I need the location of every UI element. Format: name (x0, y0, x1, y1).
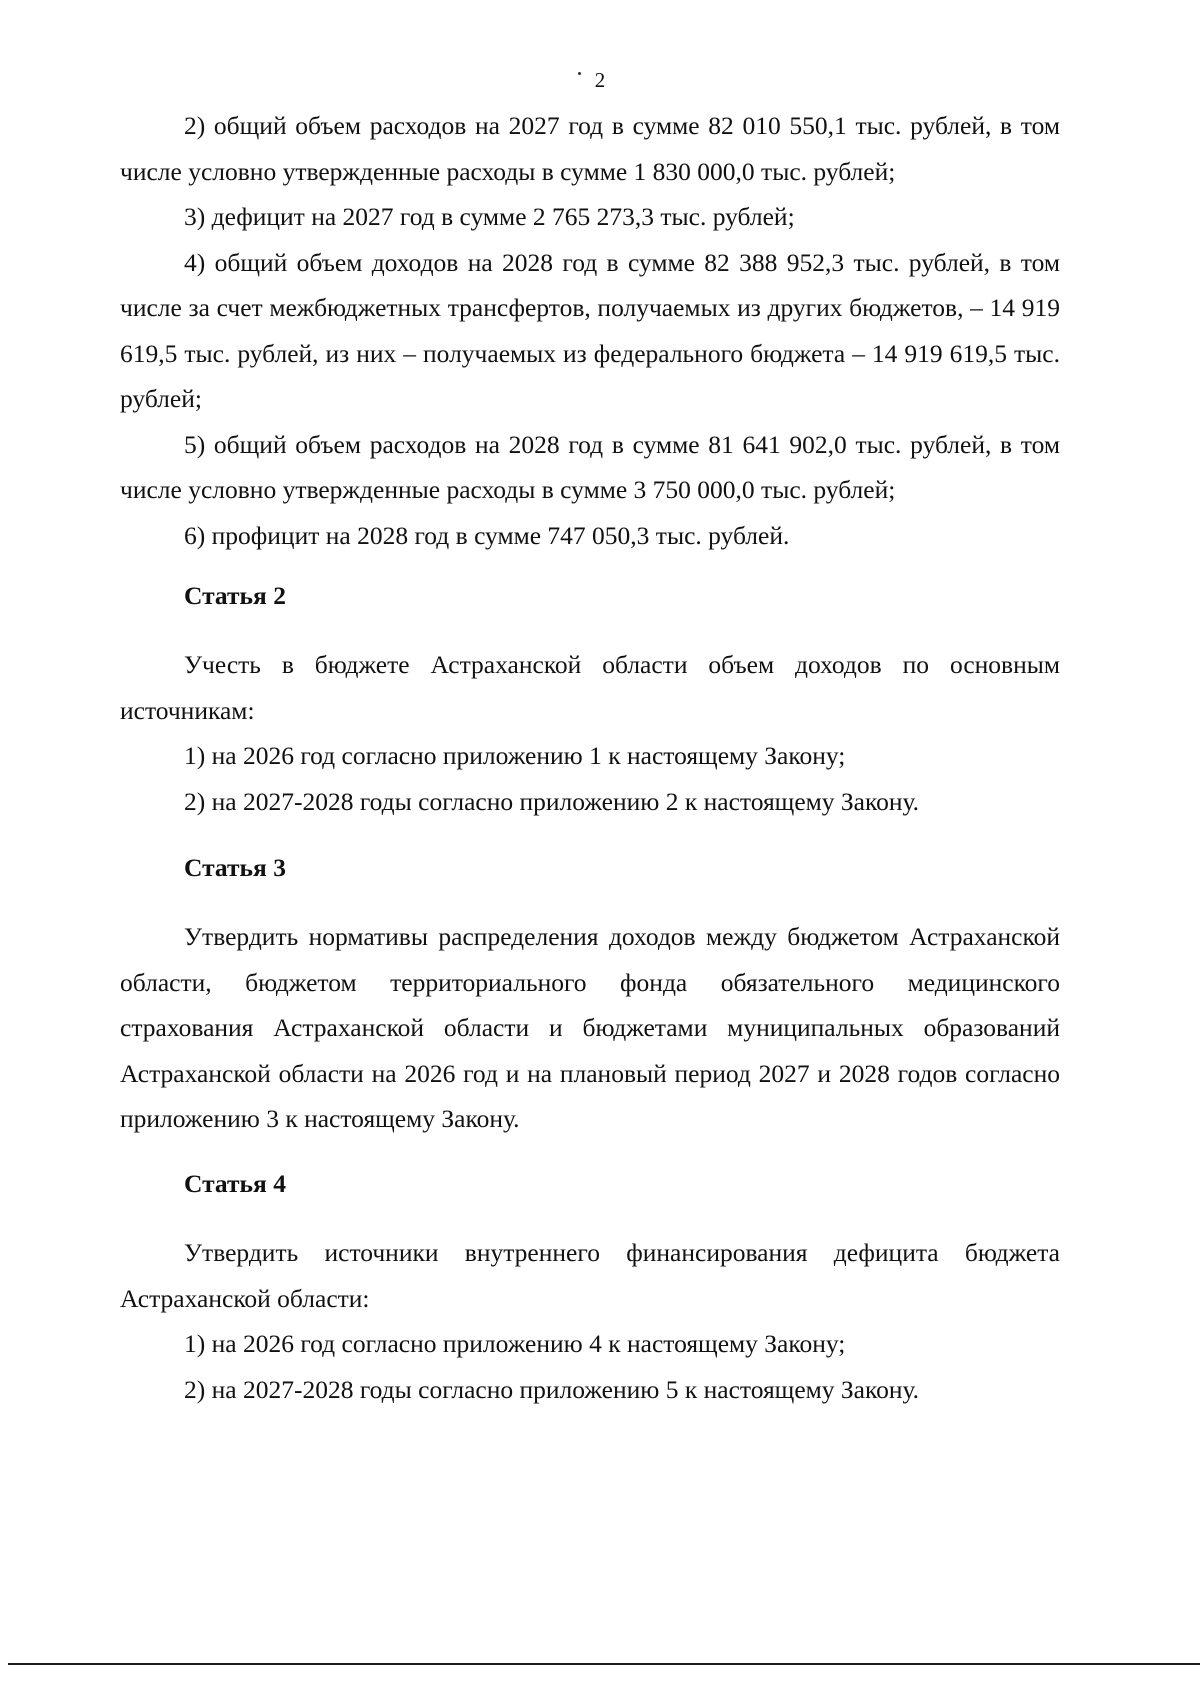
article-2-heading: Статья 2 (184, 581, 286, 610)
article-2-item-2: 2) на 2027-2028 годы согласно приложению 2 к настоящему Закону. (184, 786, 920, 816)
article-4-intro: Утвердить источники внутреннего финансирования дефицита бюджета Астраханской области: (120, 1238, 1060, 1313)
article-4-item-2: 2) на 2027-2028 годы согласно приложению 5 к настоящему Закону. (184, 1374, 920, 1404)
article-2-body (120, 642, 1060, 824)
article-3-paragraph: Утвердить нормативы распределения доходов между бюджетом Астраханской области, бюджетом территориального фонда обязательного медицинского страхования Астраханской области и бюджетами муниципальных образований Астраханской области на 2026 год и на плановый период 2027 и 2028 годов согласно приложению 3 к настоящему Закону. (120, 922, 1060, 1133)
budget-items-block (120, 103, 1060, 558)
paragraph-deficit-2027: 3) дефицит на 2027 год в сумме 2 765 273,3 тыс. рублей; (184, 202, 795, 231)
article-2-intro: Учесть в бюджете Астраханской области объем доходов по основным источникам: (120, 650, 1060, 725)
page-number: 2 (594, 68, 606, 92)
paragraph-expenses-2028: 5) общий объем расходов на 2028 год в сумме 81 641 902,0 тыс. рублей, в том числе условно утвержденные расходы в сумме 3 750 000,0 тыс. рублей; (120, 429, 1060, 504)
paragraph-expenses-2027: 2) общий объем расходов на 2027 год в сумме 82 010 550,1 тыс. рублей, в том числе условно утвержденные расходы в сумме 1 830 000,0 тыс. рублей; (120, 111, 1060, 186)
article-4-heading: Статья 4 (184, 1169, 286, 1198)
article-4-body (120, 1230, 1060, 1412)
article-3-heading: Статья 3 (184, 853, 286, 882)
article-2-item-1: 1) на 2026 год согласно приложению 1 к настоящему Закону; (184, 741, 846, 770)
paragraph-surplus-2028: 6) профицит на 2028 год в сумме 747 050,3 тыс. рублей. (184, 520, 790, 550)
paragraph-revenue-2028: 4) общий объем доходов на 2028 год в сумме 82 388 952,3 тыс. рублей, в том числе за счет межбюджетных трансфертов, получаемых из других бюджетов, – 14 919 619,5 тыс. рублей, из них – получаемых из федерального бюджета – 14 919 619,5 тыс. рублей; (120, 247, 1060, 413)
page-bottom-rule (8, 1663, 1200, 1665)
article-4-item-1: 1) на 2026 год согласно приложению 4 к настоящему Закону; (184, 1329, 846, 1358)
article-3-body (120, 914, 1060, 1142)
